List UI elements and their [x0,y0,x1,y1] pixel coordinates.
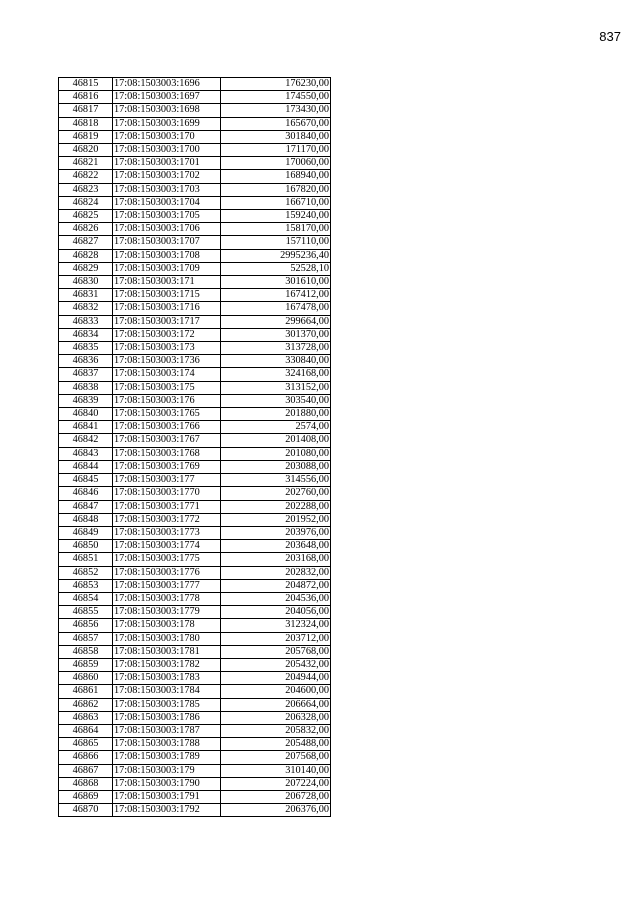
cadastral-number-cell: 17:08:1503003:1774 [113,540,221,553]
cadastral-number-cell: 17:08:1503003:1788 [113,738,221,751]
table-row [59,130,331,143]
amount-cell: 157110,00 [221,236,331,249]
cadastral-number-cell: 17:08:1503003:1703 [113,183,221,196]
table-row [59,447,331,460]
cadastral-number-cell: 17:08:1503003:1789 [113,751,221,764]
amount-cell: 2995236,40 [221,249,331,262]
amount-cell: 204872,00 [221,579,331,592]
row-number-cell: 46851 [59,553,113,566]
amount-cell: 168940,00 [221,170,331,183]
table-row [59,342,331,355]
row-number-cell: 46868 [59,777,113,790]
amount-cell: 173430,00 [221,104,331,117]
table-row [59,394,331,407]
amount-cell: 207568,00 [221,751,331,764]
amount-cell: 203088,00 [221,460,331,473]
row-number-cell: 46838 [59,381,113,394]
table-row [59,592,331,605]
cadastral-number-cell: 17:08:1503003:1769 [113,460,221,473]
cadastral-number-cell: 17:08:1503003:1777 [113,579,221,592]
cadastral-number-cell: 17:08:1503003:1717 [113,315,221,328]
cadastral-number-cell: 17:08:1503003:1707 [113,236,221,249]
cadastral-number-cell: 17:08:1503003:1767 [113,434,221,447]
cadastral-number-cell: 17:08:1503003:1790 [113,777,221,790]
table-row [59,170,331,183]
cadastral-table [58,77,331,817]
cadastral-number-cell: 17:08:1503003:1766 [113,421,221,434]
table-row [59,540,331,553]
amount-cell: 301610,00 [221,276,331,289]
amount-cell: 207224,00 [221,777,331,790]
table-row [59,738,331,751]
cadastral-number-cell: 17:08:1503003:1772 [113,513,221,526]
row-number-cell: 46865 [59,738,113,751]
cadastral-number-cell: 17:08:1503003:1699 [113,117,221,130]
row-number-cell: 46870 [59,804,113,817]
amount-cell: 171170,00 [221,144,331,157]
row-number-cell: 46854 [59,592,113,605]
cadastral-number-cell: 17:08:1503003:1704 [113,196,221,209]
table-row [59,460,331,473]
row-number-cell: 46858 [59,645,113,658]
amount-cell: 203648,00 [221,540,331,553]
table-row [59,421,331,434]
cadastral-number-cell: 17:08:1503003:1768 [113,447,221,460]
row-number-cell: 46860 [59,672,113,685]
cadastral-number-cell: 17:08:1503003:1702 [113,170,221,183]
row-number-cell: 46842 [59,434,113,447]
cadastral-number-cell: 17:08:1503003:178 [113,619,221,632]
cadastral-number-cell: 17:08:1503003:179 [113,764,221,777]
table-row [59,434,331,447]
row-number-cell: 46856 [59,619,113,632]
cadastral-number-cell: 17:08:1503003:1771 [113,500,221,513]
row-number-cell: 46815 [59,78,113,91]
amount-cell: 330840,00 [221,355,331,368]
row-number-cell: 46866 [59,751,113,764]
amount-cell: 206664,00 [221,698,331,711]
cadastral-number-cell: 17:08:1503003:1783 [113,672,221,685]
amount-cell: 303540,00 [221,394,331,407]
row-number-cell: 46821 [59,157,113,170]
amount-cell: 204536,00 [221,592,331,605]
table-row [59,804,331,817]
cadastral-number-cell: 17:08:1503003:177 [113,474,221,487]
cadastral-number-cell: 17:08:1503003:1698 [113,104,221,117]
row-number-cell: 46864 [59,724,113,737]
cadastral-number-cell: 17:08:1503003:1709 [113,262,221,275]
table-body [59,78,331,817]
cadastral-number-cell: 17:08:1503003:174 [113,368,221,381]
table-row [59,236,331,249]
amount-cell: 176230,00 [221,78,331,91]
row-number-cell: 46826 [59,223,113,236]
table-row [59,606,331,619]
table-row [59,315,331,328]
row-number-cell: 46832 [59,302,113,315]
row-number-cell: 46853 [59,579,113,592]
amount-cell: 174550,00 [221,91,331,104]
amount-cell: 206728,00 [221,790,331,803]
table-row [59,724,331,737]
row-number-cell: 46848 [59,513,113,526]
table-row [59,685,331,698]
cadastral-number-cell: 17:08:1503003:1773 [113,526,221,539]
table-row [59,645,331,658]
table-row [59,764,331,777]
amount-cell: 206328,00 [221,711,331,724]
row-number-cell: 46825 [59,210,113,223]
amount-cell: 204944,00 [221,672,331,685]
row-number-cell: 46816 [59,91,113,104]
row-number-cell: 46833 [59,315,113,328]
table-row [59,711,331,724]
row-number-cell: 46822 [59,170,113,183]
amount-cell: 206376,00 [221,804,331,817]
row-number-cell: 46823 [59,183,113,196]
cadastral-number-cell: 17:08:1503003:1697 [113,91,221,104]
row-number-cell: 46841 [59,421,113,434]
table-row [59,157,331,170]
row-number-cell: 46819 [59,130,113,143]
row-number-cell: 46863 [59,711,113,724]
amount-cell: 324168,00 [221,368,331,381]
amount-cell: 170060,00 [221,157,331,170]
row-number-cell: 46836 [59,355,113,368]
cadastral-number-cell: 17:08:1503003:1696 [113,78,221,91]
row-number-cell: 46852 [59,566,113,579]
table-row [59,777,331,790]
row-number-cell: 46817 [59,104,113,117]
amount-cell: 167820,00 [221,183,331,196]
row-number-cell: 46869 [59,790,113,803]
cadastral-number-cell: 17:08:1503003:171 [113,276,221,289]
amount-cell: 313728,00 [221,342,331,355]
row-number-cell: 46818 [59,117,113,130]
table-row [59,672,331,685]
amount-cell: 313152,00 [221,381,331,394]
amount-cell: 201080,00 [221,447,331,460]
amount-cell: 201408,00 [221,434,331,447]
table-row [59,355,331,368]
row-number-cell: 46867 [59,764,113,777]
cadastral-number-cell: 17:08:1503003:1706 [113,223,221,236]
table-row [59,289,331,302]
cadastral-number-cell: 17:08:1503003:1701 [113,157,221,170]
amount-cell: 167412,00 [221,289,331,302]
cadastral-number-cell: 17:08:1503003:1780 [113,632,221,645]
table-row [59,579,331,592]
table-row [59,474,331,487]
table-row [59,302,331,315]
table-row [59,751,331,764]
table-row [59,408,331,421]
cadastral-number-cell: 17:08:1503003:1779 [113,606,221,619]
amount-cell: 159240,00 [221,210,331,223]
table-row [59,526,331,539]
table-row [59,500,331,513]
amount-cell: 203168,00 [221,553,331,566]
table-row [59,78,331,91]
cadastral-number-cell: 17:08:1503003:176 [113,394,221,407]
cadastral-number-cell: 17:08:1503003:170 [113,130,221,143]
cadastral-number-cell: 17:08:1503003:1781 [113,645,221,658]
table-row [59,368,331,381]
row-number-cell: 46831 [59,289,113,302]
cadastral-number-cell: 17:08:1503003:173 [113,342,221,355]
cadastral-number-cell: 17:08:1503003:1776 [113,566,221,579]
cadastral-number-cell: 17:08:1503003:1782 [113,658,221,671]
row-number-cell: 46861 [59,685,113,698]
row-number-cell: 46828 [59,249,113,262]
cadastral-number-cell: 17:08:1503003:1708 [113,249,221,262]
row-number-cell: 46846 [59,487,113,500]
row-number-cell: 46839 [59,394,113,407]
cadastral-number-cell: 17:08:1503003:1784 [113,685,221,698]
amount-cell: 167478,00 [221,302,331,315]
table-row [59,698,331,711]
amount-cell: 202832,00 [221,566,331,579]
amount-cell: 202288,00 [221,500,331,513]
amount-cell: 204600,00 [221,685,331,698]
amount-cell: 205488,00 [221,738,331,751]
cadastral-number-cell: 17:08:1503003:1736 [113,355,221,368]
row-number-cell: 46857 [59,632,113,645]
row-number-cell: 46845 [59,474,113,487]
row-number-cell: 46859 [59,658,113,671]
amount-cell: 202760,00 [221,487,331,500]
cadastral-number-cell: 17:08:1503003:175 [113,381,221,394]
row-number-cell: 46849 [59,526,113,539]
cadastral-number-cell: 17:08:1503003:1775 [113,553,221,566]
amount-cell: 301370,00 [221,328,331,341]
cadastral-number-cell: 17:08:1503003:1705 [113,210,221,223]
table-row [59,262,331,275]
row-number-cell: 46830 [59,276,113,289]
cadastral-number-cell: 17:08:1503003:1787 [113,724,221,737]
amount-cell: 165670,00 [221,117,331,130]
amount-cell: 205432,00 [221,658,331,671]
amount-cell: 2574,00 [221,421,331,434]
table-row [59,196,331,209]
table-row [59,117,331,130]
row-number-cell: 46850 [59,540,113,553]
cadastral-number-cell: 17:08:1503003:1786 [113,711,221,724]
amount-cell: 203712,00 [221,632,331,645]
row-number-cell: 46827 [59,236,113,249]
row-number-cell: 46843 [59,447,113,460]
row-number-cell: 46834 [59,328,113,341]
row-number-cell: 46862 [59,698,113,711]
table-row [59,183,331,196]
amount-cell: 299664,00 [221,315,331,328]
amount-cell: 312324,00 [221,619,331,632]
amount-cell: 205832,00 [221,724,331,737]
row-number-cell: 46835 [59,342,113,355]
row-number-cell: 46840 [59,408,113,421]
table-row [59,619,331,632]
table-row [59,381,331,394]
table-row [59,328,331,341]
amount-cell: 203976,00 [221,526,331,539]
cadastral-number-cell: 17:08:1503003:1715 [113,289,221,302]
amount-cell: 201880,00 [221,408,331,421]
table-row [59,790,331,803]
amount-cell: 204056,00 [221,606,331,619]
table-row [59,553,331,566]
table-row [59,513,331,526]
amount-cell: 201952,00 [221,513,331,526]
cadastral-number-cell: 17:08:1503003:1778 [113,592,221,605]
table-row [59,276,331,289]
table-row [59,632,331,645]
row-number-cell: 46837 [59,368,113,381]
row-number-cell: 46855 [59,606,113,619]
cadastral-number-cell: 17:08:1503003:1716 [113,302,221,315]
row-number-cell: 46847 [59,500,113,513]
cadastral-number-cell: 17:08:1503003:1785 [113,698,221,711]
amount-cell: 301840,00 [221,130,331,143]
row-number-cell: 46820 [59,144,113,157]
cadastral-number-cell: 17:08:1503003:1770 [113,487,221,500]
cadastral-number-cell: 17:08:1503003:1791 [113,790,221,803]
row-number-cell: 46829 [59,262,113,275]
cadastral-number-cell: 17:08:1503003:1792 [113,804,221,817]
table-row [59,210,331,223]
row-number-cell: 46844 [59,460,113,473]
cadastral-number-cell: 17:08:1503003:1700 [113,144,221,157]
page-number: 837 [599,29,621,44]
table-row [59,223,331,236]
table-row [59,144,331,157]
amount-cell: 166710,00 [221,196,331,209]
amount-cell: 314556,00 [221,474,331,487]
amount-cell: 52528,10 [221,262,331,275]
amount-cell: 205768,00 [221,645,331,658]
amount-cell: 310140,00 [221,764,331,777]
cadastral-number-cell: 17:08:1503003:172 [113,328,221,341]
table-row [59,91,331,104]
table-row [59,658,331,671]
amount-cell: 158170,00 [221,223,331,236]
table-row [59,487,331,500]
row-number-cell: 46824 [59,196,113,209]
table-row [59,249,331,262]
cadastral-number-cell: 17:08:1503003:1765 [113,408,221,421]
table-row [59,566,331,579]
table-row [59,104,331,117]
